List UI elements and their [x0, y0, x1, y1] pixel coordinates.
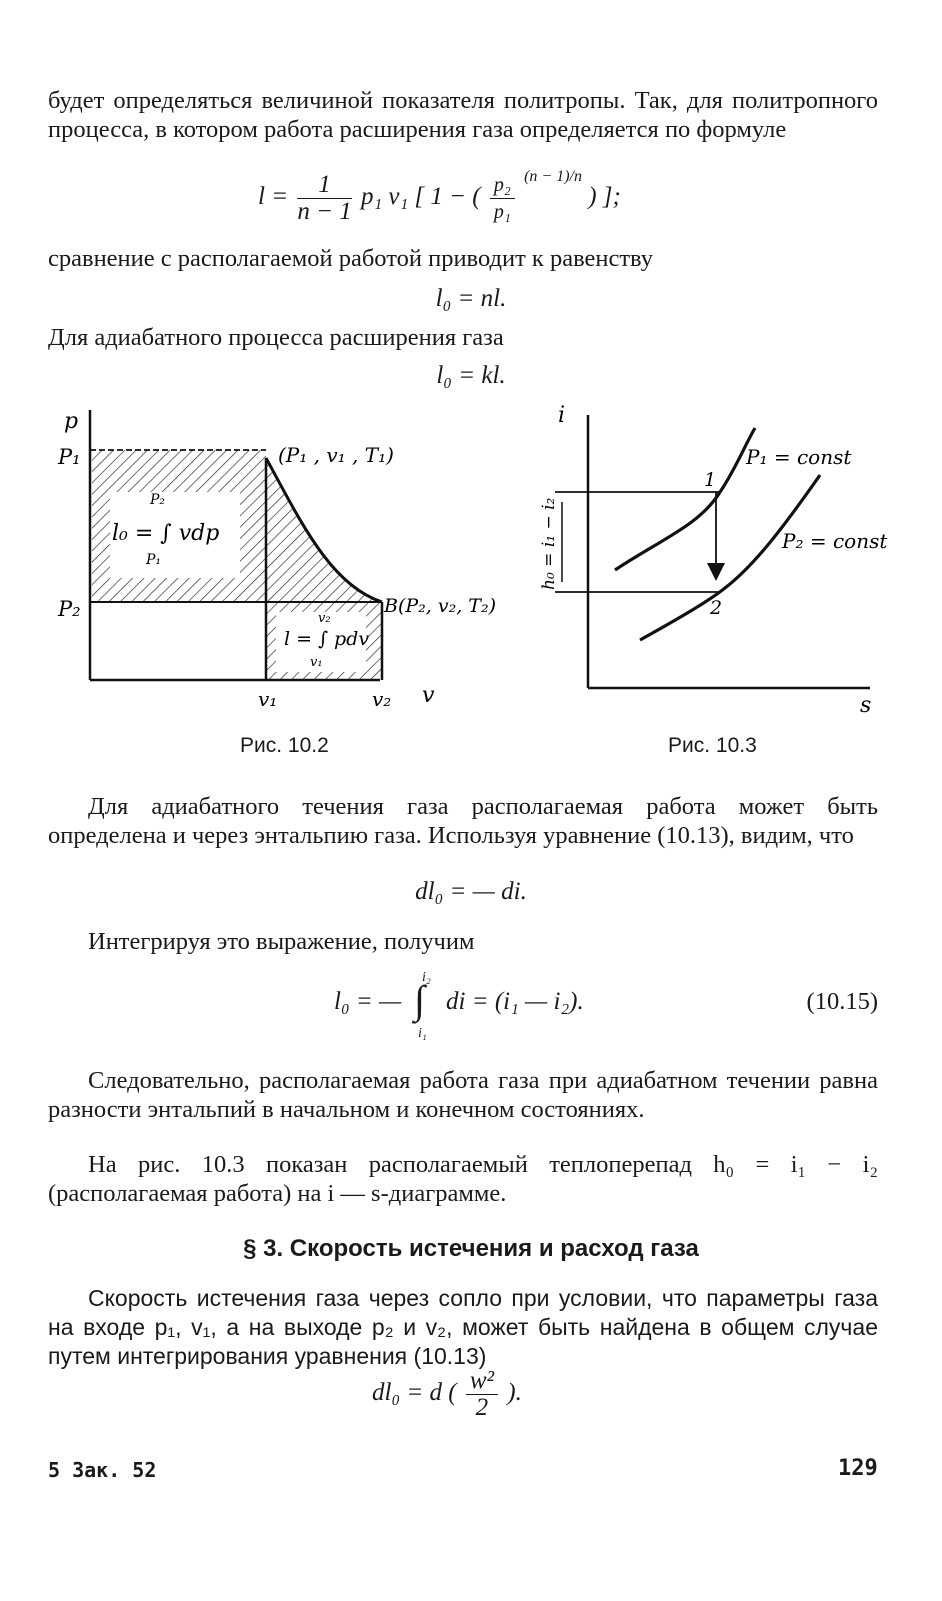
fig102-label-p: p: [64, 409, 79, 434]
fig103-label-i: i: [558, 403, 566, 428]
fig102-label-point-B: B(P₂, v₂, T₂): [384, 595, 496, 617]
equation-dl0: dl₀ = — di.: [415, 878, 527, 905]
eq5-int-top: i₂: [422, 970, 431, 985]
eq6-den: 2: [475, 1394, 489, 1421]
page-number: 129: [838, 1456, 878, 1481]
fig103-label-p2-const: P₂ = const: [782, 529, 888, 553]
eq6-right: ).: [507, 1379, 522, 1407]
caption-fig-10-3: Рис. 10.3: [668, 734, 757, 757]
equation-l0-kl: l₀ = kl.: [436, 362, 506, 389]
paragraph-4: Для адиабатного течения газа располагаемая работа может быть определена и через энтальпию газа. Используя уравнение (10.13), видим, что: [48, 793, 878, 849]
eq1-fraction: [297, 172, 351, 225]
equation-number-10-15: (10.15): [806, 988, 878, 1015]
fig103-label-point-1: 1: [704, 469, 717, 491]
fig102-label-point-A: (P₁ , v₁ , T₁): [278, 443, 394, 467]
eq1-pressure-ratio: [490, 172, 515, 225]
fig102-l0-lim-bottom: P₁: [146, 552, 162, 568]
paragraph-6: Следовательно, располагаемая работа газа при адиабатном течении равна разности энтальпий в начальном и конечном состояниях.: [48, 1067, 878, 1123]
fig103-label-point-2: 2: [710, 597, 723, 619]
footer-left: 5 Зак. 52: [48, 1458, 157, 1482]
eq6-left: dl₀ = d (: [372, 1379, 457, 1407]
eq1-p-num: p₂: [490, 172, 515, 199]
fig102-l-lim-top: v₂: [318, 611, 331, 626]
eq6-num: w²: [466, 1368, 498, 1395]
fig102-l-integral: l = ∫ pdv: [284, 628, 370, 650]
section-heading: § 3. Скорость истечения и расход газа: [243, 1235, 699, 1262]
caption-fig-10-2: Рис. 10.2: [240, 734, 329, 757]
fig102-label-P1: P₁: [58, 445, 81, 469]
eq1-exponent: (n − 1)/n: [524, 167, 582, 185]
fig103-p1-curve: [615, 428, 755, 570]
eq1-frac-num: 1: [297, 172, 351, 199]
fig102-label-P2: P₂: [58, 597, 81, 621]
fig102-label-v: v: [422, 683, 435, 708]
eq5-left: l₀ = —: [334, 988, 402, 1015]
fig102-label-v2: v₂: [372, 687, 392, 711]
paragraph-1: будет определяться величиной показателя политропы. Так, для политропного процесса, в котором работа расширения газа определяется по формуле: [48, 87, 878, 143]
paragraph-5: Интегрируя это выражение, получим: [88, 928, 475, 955]
fig102-label-v1: v₁: [258, 687, 278, 711]
equation-velocity: [372, 1368, 522, 1421]
figure-10-2: [50, 400, 510, 720]
eq1-left: l =: [258, 183, 289, 211]
figure-10-3: [520, 400, 900, 720]
fig103-label-s: s: [860, 693, 872, 718]
paragraph-2: сравнение с располагаемой работой приводит к равенству: [48, 245, 654, 272]
eq6-fraction: [466, 1368, 498, 1421]
fig102-curve-region: [266, 458, 382, 602]
eq1-frac-den: n − 1: [297, 198, 352, 225]
fig102-l0-integral: l₀ = ∫ vdp: [112, 521, 220, 546]
fig103-label-p1-const: P₁ = const: [746, 445, 852, 469]
paragraph-3: Для адиабатного процесса расширения газа: [48, 324, 504, 351]
fig103-label-h0: h₀ = i₁ − i₂: [539, 497, 559, 590]
paragraph-7: На рис. 10.3 показан располагаемый теплоперепад h₀ = i₁ − i₂ (располагаемая работа) на i — s-диаграмме.: [48, 1151, 878, 1207]
fig102-l0-lim-top: P₂: [150, 492, 166, 508]
eq5-integral-sign: ∫: [414, 977, 425, 1022]
equation-l0-nl: l₀ = nl.: [435, 285, 507, 312]
eq1-end: ) ];: [588, 183, 621, 211]
eq5-right: di = (i₁ — i₂).: [446, 988, 584, 1015]
fig103-p2-curve: [640, 475, 820, 640]
eq5-int-bottom: i₁: [418, 1026, 427, 1041]
eq1-mid: p₁ v₁ [ 1 − (: [360, 183, 481, 211]
equation-work-polytropic: [258, 167, 621, 225]
paragraph-8: Скорость истечения газа через сопло при условии, что параметры газа на входе p₁, v₁, а на выходе p₂ и v₂, может быть найдена в общем случае путем интегрирования уравнения (10.13): [48, 1285, 878, 1369]
fig102-l-lim-bottom: v₁: [310, 655, 323, 670]
eq1-p-den: p₁: [493, 201, 511, 223]
